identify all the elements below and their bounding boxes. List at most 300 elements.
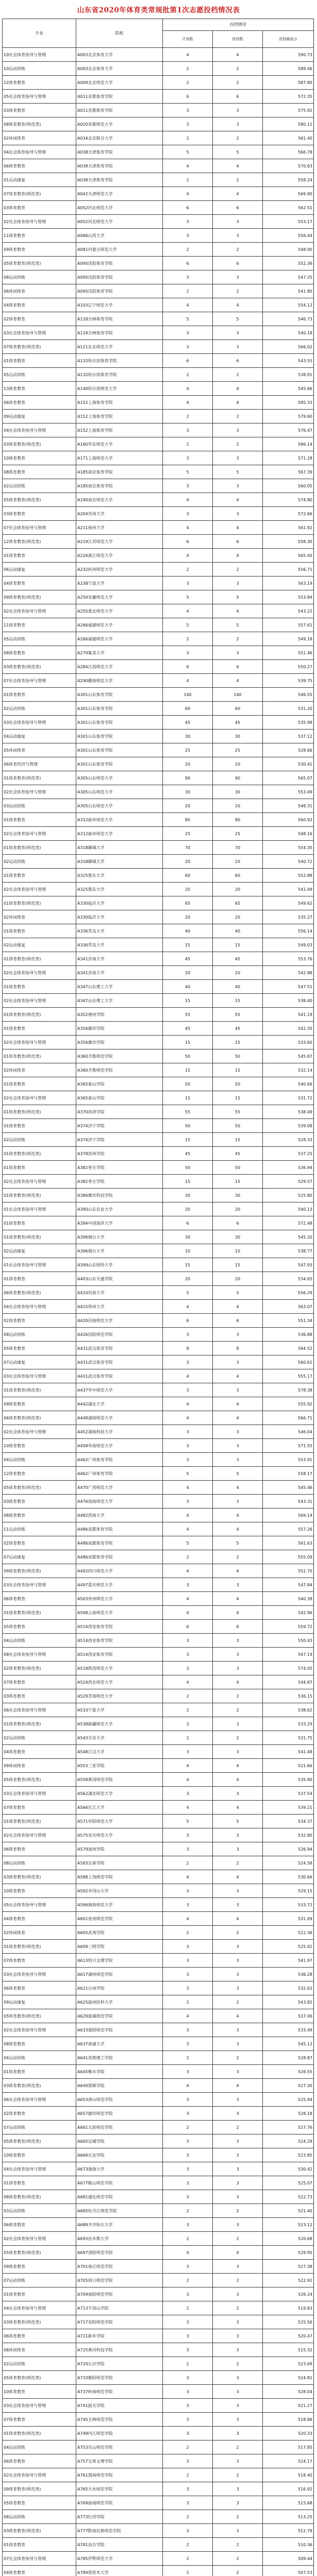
- table-row: [3, 2524, 314, 2538]
- cell-institution: A226浙江师范大学: [76, 549, 163, 563]
- cell-major: 02休闲体育: [3, 1063, 76, 1077]
- cell-major: 03体育教育: [3, 104, 76, 117]
- cell-min-score: 542.88: [263, 966, 314, 980]
- cell-filed: 20: [213, 757, 263, 771]
- cell-institution: A470广西师范大学: [76, 1481, 163, 1495]
- cell-filed: 2: [213, 1926, 263, 1940]
- cell-plan: 55: [163, 1105, 213, 1119]
- cell-institution: A330临沂大学: [76, 910, 163, 924]
- cell-major: 06体育教育(师范类): [3, 1286, 76, 1300]
- cell-plan: 6: [163, 257, 213, 270]
- cell-filed: 5: [213, 618, 263, 632]
- cell-min-score: 541.80: [263, 284, 314, 298]
- cell-filed: 3: [213, 2218, 263, 2232]
- cell-plan: 3: [163, 1842, 213, 1856]
- cell-filed: 4: [213, 1801, 263, 1815]
- cell-plan: 3: [163, 2399, 213, 2413]
- cell-filed: 3: [213, 340, 263, 354]
- cell-plan: 2: [163, 1995, 213, 2009]
- cell-major: 05社会体育指导与管理: [3, 1898, 76, 1912]
- table-row: [3, 1884, 314, 1898]
- table-row: [3, 2009, 314, 2023]
- cell-major: 07运动训练: [3, 2121, 76, 2134]
- cell-min-score: 521.66: [263, 1759, 314, 1773]
- cell-major: 05体育教育: [3, 1620, 76, 1634]
- cell-major: 10运动训练: [3, 62, 76, 76]
- cell-filed: 3: [213, 2371, 263, 2385]
- table-row: [3, 1342, 314, 1355]
- cell-min-score: 556.44: [263, 229, 314, 243]
- cell-filed: 2: [213, 1731, 263, 1745]
- cell-institution: A613绍兴文理学院: [76, 1954, 163, 1968]
- cell-major: 03社会体育指导与管理: [3, 1787, 76, 1801]
- cell-major: 01体育教育: [3, 1119, 76, 1133]
- cell-plan: 4: [163, 1801, 213, 1815]
- table-row: [3, 1202, 314, 1216]
- cell-major: 10体育教育: [3, 1439, 76, 1453]
- cell-plan: 4: [163, 2009, 213, 2023]
- cell-major: 08运动训练: [3, 270, 76, 284]
- table-row: [3, 1940, 314, 1954]
- cell-major: 06体育教育: [3, 2218, 76, 2232]
- cell-institution: A330临沂大学: [76, 896, 163, 910]
- cell-min-score: 524.17: [263, 2454, 314, 2468]
- cell-major: 03体育教育(师范类): [3, 1870, 76, 1884]
- cell-institution: A713平顶山学院: [76, 2301, 163, 2315]
- cell-institution: A562湖北师范大学: [76, 1787, 163, 1801]
- cell-min-score: 538.49: [263, 1105, 314, 1119]
- cell-major: 03体育教育(师范类): [3, 437, 76, 451]
- cell-plan: 45: [163, 1147, 213, 1161]
- cell-institution: A486成都体育学院: [76, 1550, 163, 1564]
- table-row: [3, 1216, 314, 1230]
- cell-plan: 2: [163, 2274, 213, 2287]
- cell-plan: 3: [163, 1634, 213, 1648]
- cell-institution: A410河南大学: [76, 1286, 163, 1300]
- cell-plan: 2: [163, 2552, 213, 2566]
- table-row: [3, 618, 314, 632]
- cell-major: 01体育教育: [3, 1216, 76, 1230]
- cell-filed: 20: [213, 799, 263, 813]
- cell-institution: A745玉林师范学院: [76, 2413, 163, 2427]
- table-row: [3, 1272, 314, 1286]
- cell-min-score: 567.39: [263, 465, 314, 479]
- table-row: [3, 1147, 314, 1161]
- cell-min-score: 553.49: [263, 785, 314, 799]
- cell-plan: 2: [163, 2204, 213, 2218]
- cell-major: 02社会体育指导与管理: [3, 1425, 76, 1439]
- cell-plan: 2: [163, 2538, 213, 2552]
- cell-filed: 4: [213, 1411, 263, 1425]
- cell-filed: 5: [213, 1815, 263, 1828]
- cell-institution: A543吉首大学: [76, 1731, 163, 1745]
- cell-min-score: 543.22: [263, 604, 314, 618]
- table-row: [3, 590, 314, 604]
- cell-major: 01体育教育: [3, 813, 76, 827]
- cell-filed: 4: [213, 521, 263, 535]
- cell-major: 09体育教育(师范类): [3, 2482, 76, 2496]
- cell-min-score: 537.06: [263, 2009, 314, 2023]
- cell-min-score: 530.42: [263, 2162, 314, 2176]
- cell-plan: 4: [163, 2079, 213, 2093]
- cell-institution: A038天津体育学院: [76, 159, 163, 173]
- table-row: [3, 563, 314, 577]
- cell-filed: 3: [213, 1787, 263, 1801]
- cell-min-score: 525.94: [263, 2093, 314, 2107]
- cell-min-score: 576.47: [263, 423, 314, 437]
- cell-plan: 50: [163, 1049, 213, 1063]
- cell-major: 11体育教育: [3, 229, 76, 243]
- cell-institution: A765天水师范学院: [76, 2482, 163, 2496]
- cell-min-score: 543.55: [263, 354, 314, 368]
- cell-min-score: 555.17: [263, 1369, 314, 1383]
- cell-institution: A617湖州师范学院: [76, 1968, 163, 1981]
- cell-institution: A132哈尔滨体育学院: [76, 368, 163, 382]
- cell-institution: A003北京体育大学: [76, 48, 163, 62]
- cell-plan: 8: [163, 1342, 213, 1355]
- cell-institution: A356潍坊学院: [76, 1036, 163, 1049]
- cell-min-score: 534.37: [263, 1815, 314, 1828]
- cell-institution: A352德州学院: [76, 1008, 163, 1022]
- cell-institution: A637南通大学: [76, 2037, 163, 2051]
- cell-plan: 5: [163, 312, 213, 326]
- table-body: [3, 48, 314, 2576]
- cell-major: 06体育教育: [3, 2329, 76, 2343]
- cell-plan: 65: [163, 896, 213, 910]
- cell-min-score: 547.51: [263, 980, 314, 994]
- cell-institution: A725黄河科技学院: [76, 2343, 163, 2357]
- cell-min-score: 528.33: [263, 1133, 314, 1147]
- cell-filed: 4: [213, 1675, 263, 1689]
- table-row: [3, 2301, 314, 2315]
- table-row: [3, 270, 314, 284]
- cell-institution: A052河北师范大学: [76, 201, 163, 215]
- table-row: [3, 1049, 314, 1063]
- cell-min-score: 547.93: [263, 1258, 314, 1272]
- cell-plan: 5: [163, 1536, 213, 1550]
- cell-plan: 45: [163, 1022, 213, 1036]
- cell-major: 07运动康复: [3, 1550, 76, 1564]
- cell-major: 01体育教育(师范类): [3, 1147, 76, 1161]
- cell-plan: 15: [163, 1133, 213, 1147]
- cell-filed: 3: [213, 1634, 263, 1648]
- table-row: [3, 2232, 314, 2246]
- cell-filed: 4: [213, 549, 263, 563]
- cell-min-score: 553.76: [263, 952, 314, 966]
- cell-filed: 6: [213, 1314, 263, 1328]
- cell-filed: 3: [213, 2176, 263, 2190]
- table-row: [3, 757, 314, 771]
- cell-plan: 3: [163, 1662, 213, 1675]
- cell-plan: 30: [163, 1230, 213, 1244]
- cell-plan: 3: [163, 2260, 213, 2274]
- table-row: [3, 1926, 314, 1940]
- table-row: [3, 2204, 314, 2218]
- cell-min-score: 572.35: [263, 90, 314, 104]
- cell-major: 03体育教育(师范类): [3, 660, 76, 674]
- cell-filed: 3: [213, 646, 263, 660]
- cell-filed: 4: [213, 1773, 263, 1787]
- cell-filed: 2: [213, 243, 263, 257]
- cell-min-score: 579.60: [263, 410, 314, 423]
- table-row: [3, 354, 314, 368]
- cell-filed: 2: [213, 1689, 263, 1703]
- cell-major: 01体育教育: [3, 549, 76, 563]
- cell-plan: 6: [163, 354, 213, 368]
- table-row: [3, 1077, 314, 1091]
- table-row: [3, 577, 314, 590]
- cell-min-score: 560.61: [263, 1355, 314, 1369]
- cell-institution: A426信阳师范学院: [76, 1328, 163, 1342]
- cell-min-score: 541.09: [263, 883, 314, 896]
- cell-filed: 40: [213, 980, 263, 994]
- cell-filed: 2: [213, 632, 263, 646]
- cell-plan: 2: [163, 1550, 213, 1564]
- cell-major: 02运动训练: [3, 2357, 76, 2371]
- cell-institution: A103辽宁师范大学: [76, 298, 163, 312]
- cell-major: 08体育教育: [3, 646, 76, 660]
- cell-institution: A558黄冈师范学院: [76, 1773, 163, 1787]
- cell-filed: 3: [213, 2037, 263, 2051]
- cell-major: 05体育教育(师范类): [3, 2371, 76, 2385]
- cell-plan: 30: [163, 1189, 213, 1202]
- cell-min-score: 540.13: [263, 1202, 314, 1216]
- cell-major: 03社会体育指导与管理: [3, 1968, 76, 1981]
- table-row: [3, 646, 314, 660]
- cell-institution: A681通化师范学院: [76, 2190, 163, 2204]
- cell-min-score: 558.17: [263, 1467, 314, 1481]
- cell-min-score: 522.36: [263, 1926, 314, 1940]
- cell-filed: 4: [213, 493, 263, 507]
- cell-min-score: 516.92: [263, 2482, 314, 2496]
- cell-plan: 4: [163, 1300, 213, 1314]
- cell-plan: 2: [163, 2357, 213, 2371]
- cell-plan: 3: [163, 1648, 213, 1662]
- cell-min-score: 529.57: [263, 1175, 314, 1189]
- cell-institution: A701商丘师范学院: [76, 2260, 163, 2274]
- cell-min-score: 550.43: [263, 1634, 314, 1648]
- table-row: [3, 479, 314, 493]
- table-row: [3, 2482, 314, 2496]
- cell-filed: 3: [213, 326, 263, 340]
- cell-major: 06体育教育: [3, 1592, 76, 1606]
- cell-institution: A301山东体育学院: [76, 716, 163, 730]
- cell-plan: 20: [163, 799, 213, 813]
- cell-institution: A709南阳师范学院: [76, 2287, 163, 2301]
- cell-major: 04体育教育: [3, 1912, 76, 1926]
- table-row: [3, 2343, 314, 2357]
- cell-min-score: 541.48: [263, 1745, 314, 1759]
- cell-plan: 50: [163, 1077, 213, 1091]
- cell-min-score: 546.55: [263, 688, 314, 702]
- cell-plan: 20: [163, 910, 213, 924]
- table-row: [3, 521, 314, 535]
- cell-institution: A378滨州学院: [76, 1147, 163, 1161]
- cell-filed: 3: [213, 2190, 263, 2204]
- table-row: [3, 1397, 314, 1411]
- cell-institution: A336青岛大学: [76, 924, 163, 938]
- cell-institution: A486成都体育学院: [76, 1522, 163, 1536]
- cell-filed: 15: [213, 938, 263, 952]
- cell-min-score: 524.29: [263, 2134, 314, 2148]
- cell-plan: 2: [163, 62, 213, 76]
- table-row: [3, 117, 314, 131]
- table-row: [3, 2274, 314, 2287]
- cell-filed: 4: [213, 1592, 263, 1606]
- cell-major: 03体育教育: [3, 1495, 76, 1509]
- table-row: [3, 1300, 314, 1314]
- cell-institution: A519陕西师范大学: [76, 1662, 163, 1675]
- cell-filed: 50: [213, 1119, 263, 1133]
- cell-min-score: 556.71: [263, 563, 314, 577]
- cell-plan: 15: [163, 938, 213, 952]
- cell-min-score: 532.80: [263, 1828, 314, 1842]
- cell-institution: A290赣南师范大学: [76, 674, 163, 688]
- cell-institution: A386潍坊科技学院: [76, 1189, 163, 1202]
- table-row: [3, 1703, 314, 1717]
- cell-major: 10社会体育指导与管理: [3, 48, 76, 62]
- cell-min-score: 545.87: [263, 1049, 314, 1063]
- cell-min-score: 523.85: [263, 2148, 314, 2162]
- table-row: [3, 1091, 314, 1105]
- cell-plan: 60: [163, 869, 213, 883]
- cell-min-score: 539.08: [263, 1119, 314, 1133]
- cell-institution: A095沈阳体育学院: [76, 270, 163, 284]
- cell-filed: 3: [213, 2482, 263, 2496]
- cell-major: 02体育教育: [3, 1536, 76, 1550]
- cell-min-score: 536.28: [263, 1968, 314, 1981]
- cell-major: 07体育教育: [3, 1801, 76, 1815]
- cell-min-score: 539.75: [263, 674, 314, 688]
- cell-filed: 2: [213, 284, 263, 298]
- cell-plan: 25: [163, 827, 213, 841]
- table-row: [3, 1717, 314, 1731]
- cell-filed: 5: [213, 1467, 263, 1481]
- cell-plan: 4: [163, 396, 213, 410]
- cell-plan: 3: [163, 2162, 213, 2176]
- cell-major: 08运动训练: [3, 1856, 76, 1870]
- cell-institution: A729长沙学院: [76, 2357, 163, 2371]
- cell-filed: 3: [213, 2385, 263, 2399]
- cell-major: 06运动康复: [3, 563, 76, 577]
- table-row: [3, 702, 314, 716]
- table-row: [3, 229, 314, 243]
- table-row: [3, 187, 314, 201]
- cell-min-score: 548.31: [263, 799, 314, 813]
- cell-filed: 30: [213, 785, 263, 799]
- cell-major: 02社会体育指导与管理: [3, 1828, 76, 1842]
- cell-filed: 4: [213, 298, 263, 312]
- cell-min-score: 571.28: [263, 451, 314, 465]
- cell-plan: 6: [163, 201, 213, 215]
- table-row: [3, 48, 314, 62]
- cell-major: 03体育教育(师范类): [3, 2524, 76, 2538]
- cell-institution: A003北京体育大学: [76, 62, 163, 76]
- cell-filed: 3: [213, 1453, 263, 1467]
- table-row: [3, 493, 314, 507]
- cell-institution: A370菏泽学院: [76, 1105, 163, 1119]
- cell-min-score: 518.40: [263, 2468, 314, 2482]
- cell-min-score: 553.84: [263, 590, 314, 604]
- cell-plan: 3: [163, 2037, 213, 2051]
- cell-plan: 3: [163, 2093, 213, 2107]
- cell-plan: 3: [163, 2176, 213, 2190]
- table-row: [3, 1759, 314, 1773]
- cell-filed: 3: [213, 215, 263, 229]
- table-row: [3, 1968, 314, 1981]
- cell-institution: A649邯郸学院: [76, 2079, 163, 2093]
- cell-filed: 3: [213, 1745, 263, 1759]
- cell-institution: A592井冈山大学: [76, 1884, 163, 1898]
- cell-major: 08体育教育: [3, 2037, 76, 2051]
- cell-institution: A284江西师范大学: [76, 660, 163, 674]
- cell-institution: A737岭南师范学院: [76, 2385, 163, 2399]
- table-row: [3, 2329, 314, 2343]
- cell-filed: 4: [213, 604, 263, 618]
- cell-filed: 4: [213, 1481, 263, 1495]
- table-row: [3, 2357, 314, 2371]
- cell-institution: A219江苏师范大学: [76, 535, 163, 549]
- cell-plan: 3: [163, 2385, 213, 2399]
- cell-filed: 3: [213, 1439, 263, 1453]
- cell-institution: A482西南大学: [76, 1509, 163, 1522]
- cell-filed: 5: [213, 1286, 263, 1300]
- cell-plan: 3: [163, 646, 213, 660]
- cell-major: 02社会体育指导与管理: [3, 2232, 76, 2246]
- cell-plan: 2: [163, 2441, 213, 2454]
- table-row: [3, 716, 314, 730]
- cell-major: 05体育教育(师范类): [3, 1481, 76, 1495]
- cell-major: 02社会体育指导与管理: [3, 2468, 76, 2482]
- cell-min-score: 566.02: [263, 340, 314, 354]
- cell-institution: A452湖南科技大学: [76, 1425, 163, 1439]
- cell-filed: 3: [213, 1842, 263, 1856]
- cell-institution: A185南京体育学院: [76, 479, 163, 493]
- cell-institution: A524西北师范大学: [76, 1675, 163, 1689]
- cell-institution: A538新疆师范大学: [76, 1717, 163, 1731]
- cell-major: 06体育教育: [3, 1842, 76, 1856]
- cell-min-score: 547.19: [263, 1648, 314, 1662]
- cell-major: 01体育教育(师范类): [3, 1049, 76, 1063]
- cell-filed: 4: [213, 1606, 263, 1620]
- cell-plan: 3: [163, 2190, 213, 2204]
- cell-plan: 3: [163, 1328, 213, 1342]
- cell-plan: 60: [163, 702, 213, 716]
- header-major: 专业: [3, 19, 76, 48]
- table-row: [3, 2315, 314, 2329]
- cell-plan: 3: [163, 1981, 213, 1995]
- cell-institution: A641常熟理工学院: [76, 2051, 163, 2065]
- cell-min-score: 556.14: [263, 924, 314, 938]
- cell-major: 08体育教育(师范类): [3, 117, 76, 131]
- cell-min-score: 549.62: [263, 896, 314, 910]
- cell-plan: 3: [163, 326, 213, 340]
- cell-filed: 4: [213, 159, 263, 173]
- cell-filed: 5: [213, 465, 263, 479]
- cell-min-score: 548.90: [263, 243, 314, 257]
- cell-major: 03社会体育指导与管理: [3, 2399, 76, 2413]
- cell-plan: 4: [163, 298, 213, 312]
- cell-institution: A312曲阜师范大学: [76, 827, 163, 841]
- table-row: [3, 1008, 314, 1022]
- cell-major: 02运动训练: [3, 702, 76, 716]
- cell-institution: A360齐鲁师范学院: [76, 1063, 163, 1077]
- cell-institution: A325鲁东大学: [76, 883, 163, 896]
- cell-institution: A437华中师范大学: [76, 1383, 163, 1397]
- cell-filed: 15: [213, 1036, 263, 1049]
- admission-table: [2, 19, 314, 2576]
- cell-min-score: 527.76: [263, 2121, 314, 2134]
